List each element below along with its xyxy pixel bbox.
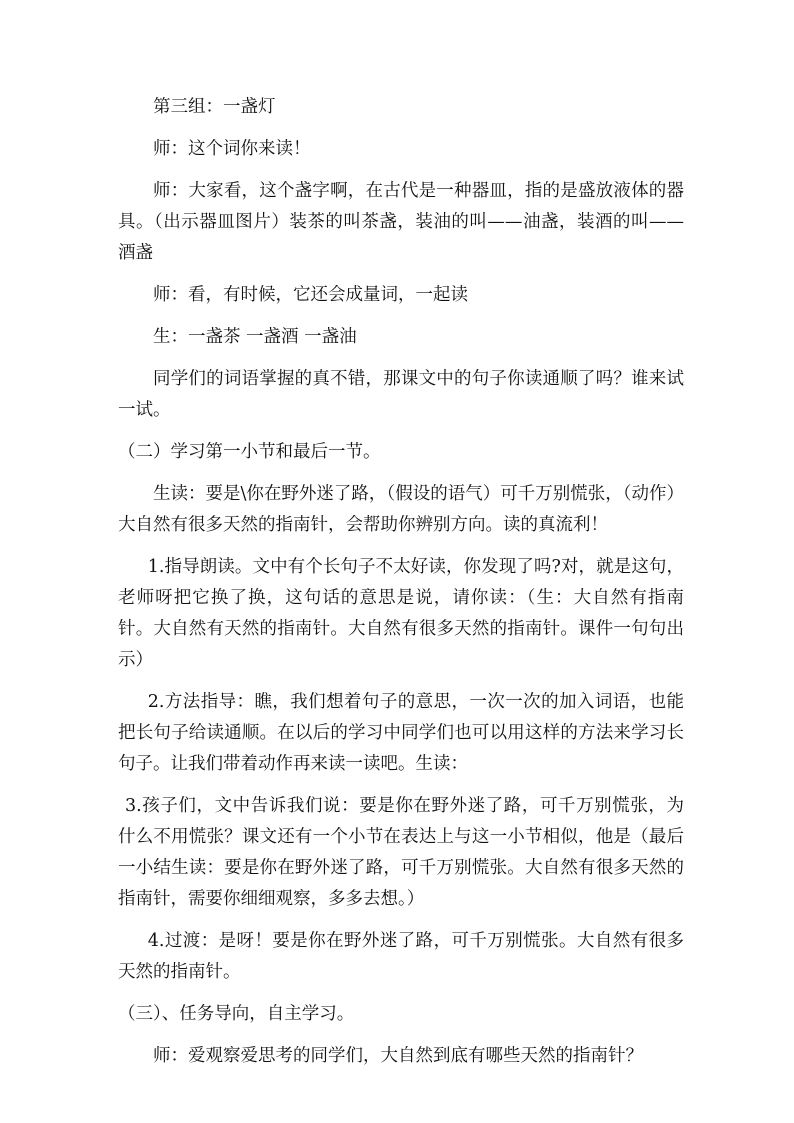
paragraph-item-1-guided-reading: 1.指导朗读。文中有个长句子不太好读，你发现了吗?对，就是这句，老师呀把它换了换，这句话的意思是说，请你读：（生：大自然有指南针。大自然有天然的指南针。大自然有很多天然的指南针。课件一句句出示） bbox=[118, 557, 684, 670]
paragraph-teacher-measure-word: 师：看，有时候，它还会成量词，一起读 bbox=[153, 285, 468, 305]
paragraph-teacher-read-word: 师：这个词你来读！ bbox=[153, 139, 311, 159]
paragraph-group-three: 第三组：一盏灯 bbox=[153, 97, 276, 117]
paragraph-item-2-method: 2.方法指导：瞧，我们想着句子的意思，一次一次的加入词语，也能把长句子给读通顺。在以后的学习中同学们也可以用这样的方法来学习长句子。让我们带着动作再来读一读吧。生读： bbox=[118, 692, 684, 774]
paragraph-transition-sentence: 同学们的词语掌握的真不错，那课文中的句子你读通顺了吗？谁来试一试。 bbox=[118, 369, 684, 420]
paragraph-student-reading: 生读：要是\你在野外迷了路，（假设的语气）可千万别慌张，（动作）大自然有很多天然的指南针，会帮助你辨别方向。读的真流利！ bbox=[118, 484, 684, 535]
paragraph-item-3-children: 3.孩子们，文中告诉我们说：要是你在野外迷了路，可千万别慌张，为什么不用慌张？课文还有一个小节在表达上与这一小节相似，他是（最后一小结生读：要是你在野外迷了路，可千万别慌张。大自然有很多天然的指南针，需要你细细观察，多多去想。） bbox=[118, 796, 684, 909]
section-heading-three: （三）、任务导向，自主学习。 bbox=[118, 1004, 355, 1024]
paragraph-item-4-transition: 4.过渡：是呀！要是你在野外迷了路，可千万别慌张。大自然有很多天然的指南针。 bbox=[118, 931, 684, 982]
paragraph-teacher-question: 师：爱观察爱思考的同学们，大自然到底有哪些天然的指南针？ bbox=[153, 1046, 643, 1066]
paragraph-student-read-phrases: 生：一盏茶 一盏酒 一盏油 bbox=[153, 327, 357, 347]
document-body bbox=[118, 92, 684, 1083]
paragraph-teacher-explain-zhan: 师：大家看，这个盏字啊，在古代是一种器皿，指的是盛放液体的器具。（出示器皿图片）装茶的叫茶盏，装油的叫——油盏，装酒的叫——酒盏 bbox=[118, 181, 684, 263]
section-heading-two: （二）学习第一小节和最后一节。 bbox=[118, 442, 381, 462]
